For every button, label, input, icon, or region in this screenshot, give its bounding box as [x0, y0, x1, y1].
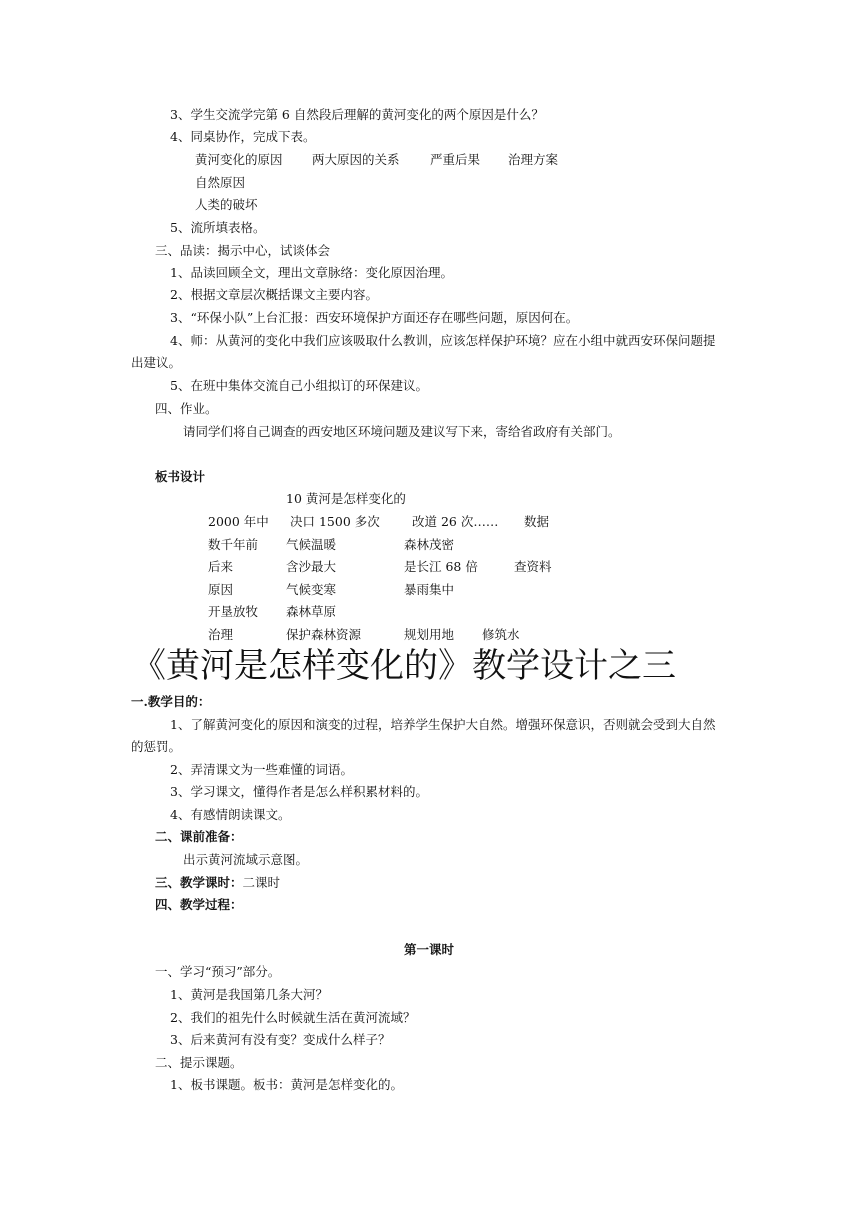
hours-label: 三、教学课时： — [155, 875, 243, 890]
prep-text: 出示黄河流域示意图。 — [183, 852, 309, 867]
lesson-line: 一、学习“预习”部分。 — [155, 964, 281, 979]
goal-line: 的惩罚。 — [131, 739, 182, 754]
board-cell: 保护森林资源 — [286, 627, 362, 642]
table-header: 黄河变化的原因 — [195, 152, 283, 167]
board-cell: 森林茂密 — [404, 537, 455, 552]
board-cell: 数千年前 — [208, 537, 259, 552]
text-line: 3、“环保小队”上台汇报：西安环境保护方面还存在哪些问题，原因何在。 — [170, 310, 579, 325]
lesson-line: 二、提示课题。 — [155, 1055, 243, 1070]
document-title: 《黄河是怎样变化的》教学设计之三 — [132, 646, 676, 686]
question-line: 4、同桌协作，完成下表。 — [170, 129, 316, 144]
goal-line: 2、弄清课文为一些难懂的词语。 — [170, 762, 353, 777]
board-heading: 板书设计 — [155, 469, 206, 484]
text-line: 出建议。 — [131, 355, 182, 370]
hours-line — [155, 875, 280, 891]
goal-heading: 一.教学目的： — [131, 694, 211, 709]
goal-line: 1、了解黄河变化的原因和演变的过程，培养学生保护大自然。增强环保意识，否则就会受到大自然 — [170, 717, 716, 732]
board-cell: 改道 26 次…… — [412, 514, 499, 529]
board-cell: 开垦放牧 — [208, 604, 259, 619]
table-row-label: 自然原因 — [195, 175, 246, 190]
board-cell: 决口 1500 多次 — [290, 514, 380, 529]
lesson-line: 1、黄河是我国第几条大河？ — [170, 987, 328, 1002]
lesson-line: 1、板书课题。板书：黄河是怎样变化的。 — [170, 1077, 403, 1092]
board-cell: 暴雨集中 — [404, 582, 455, 597]
text-line: 2、根据文章层次概括课文主要内容。 — [170, 287, 378, 302]
table-header: 两大原因的关系 — [312, 152, 400, 167]
board-cell: 修筑水 — [482, 627, 520, 642]
goal-line: 3、学习课文，懂得作者是怎么样积累材料的。 — [170, 784, 428, 799]
board-cell: 气候温暖 — [286, 537, 337, 552]
table-header: 治理方案 — [508, 152, 559, 167]
prep-heading: 二、课前准备： — [155, 829, 243, 844]
board-cell: 原因 — [208, 582, 234, 597]
board-cell: 规划用地 — [404, 627, 455, 642]
board-cell: 是长江 68 倍 — [404, 559, 478, 574]
board-cell: 2000 年中 — [208, 514, 269, 529]
table-row-label: 人类的破坏 — [195, 197, 258, 212]
hours-value: 二课时 — [242, 875, 281, 890]
process-heading: 四、教学过程： — [155, 897, 243, 912]
lesson-heading: 第一课时 — [404, 942, 455, 957]
question-line: 3、学生交流学完第 6 自然段后理解的黄河变化的两个原因是什么？ — [170, 107, 544, 122]
board-cell: 后来 — [208, 559, 234, 574]
text-line: 5、流所填表格。 — [170, 220, 266, 235]
section-heading: 四、作业。 — [155, 401, 218, 416]
text-line: 请同学们将自己调查的西安地区环境问题及建议写下来，寄给省政府有关部门。 — [183, 424, 621, 439]
lesson-line: 2、我们的祖先什么时候就生活在黄河流域？ — [170, 1010, 416, 1025]
section-heading: 三、品读：揭示中心，试谈体会 — [155, 243, 331, 258]
text-line: 4、师：从黄河的变化中我们应该吸取什么教训，应该怎样保护环境？应在小组中就西安环保问题提 — [170, 333, 716, 348]
board-cell: 含沙最大 — [286, 559, 337, 574]
board-cell: 气候变寒 — [286, 582, 337, 597]
board-cell: 查资料 — [514, 559, 552, 574]
text-line: 1、品读回顾全文，理出文章脉络：变化原因治理。 — [170, 265, 453, 280]
board-cell: 森林草原 — [286, 604, 337, 619]
goal-line: 4、有感情朗读课文。 — [170, 807, 291, 822]
board-title: 10 黄河是怎样变化的 — [286, 491, 406, 506]
board-cell: 治理 — [208, 627, 234, 642]
board-cell: 数据 — [524, 514, 550, 529]
text-line: 5、在班中集体交流自己小组拟订的环保建议。 — [170, 378, 428, 393]
table-header: 严重后果 — [430, 152, 481, 167]
lesson-line: 3、后来黄河有没有变？变成什么样子？ — [170, 1032, 391, 1047]
